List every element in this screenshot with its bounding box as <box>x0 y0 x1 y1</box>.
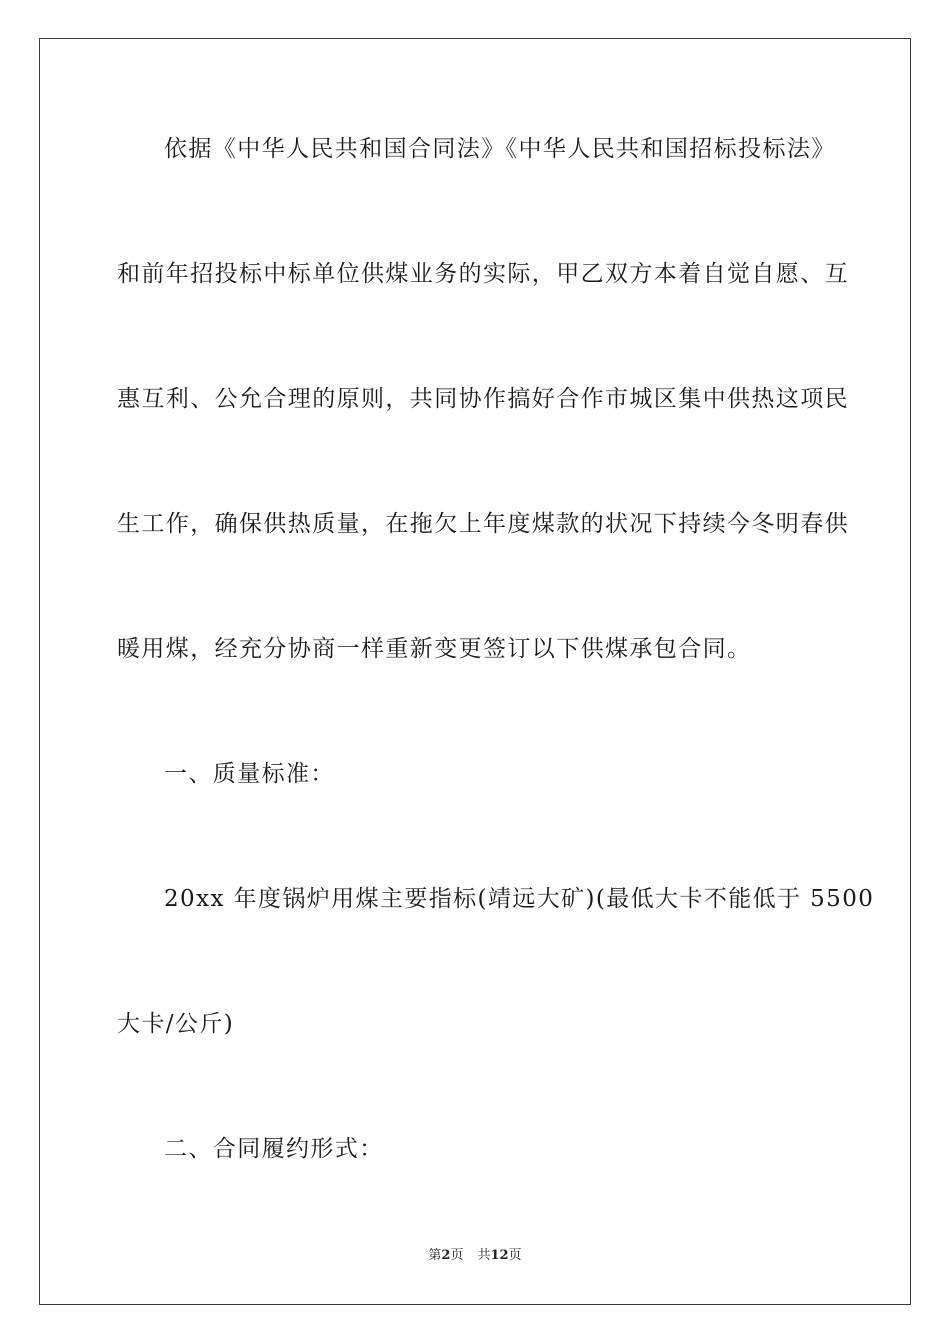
paragraph-line: 依据《中华人民共和国合同法》《中华人民共和国招标投标法》 <box>164 136 836 162</box>
paragraph-line: 20xx 年度锅炉用煤主要指标(靖远大矿)(最低大卡不能低于 5500 <box>164 886 875 912</box>
page-number: 2 <box>441 1248 451 1263</box>
page-label-prefix: 第 <box>428 1248 442 1263</box>
page-label-suffix: 页 <box>450 1248 464 1263</box>
total-pages: 12 <box>490 1248 509 1263</box>
page-footer <box>0 1247 950 1265</box>
section-heading: 一、质量标准： <box>164 761 335 787</box>
paragraph-line: 和前年招投标中标单位供煤业务的实际，甲乙双方本着自觉自愿、互 <box>117 261 849 287</box>
page-border <box>39 38 911 1305</box>
total-label-prefix: 共 <box>477 1248 491 1263</box>
section-heading: 二、合同履约形式： <box>164 1136 384 1162</box>
paragraph-line: 大卡/公斤) <box>117 1011 235 1037</box>
paragraph-line: 暖用煤，经充分协商一样重新变更签订以下供煤承包合同。 <box>117 636 752 662</box>
paragraph-line: 惠互利、公允合理的原则，共同协作搞好合作市城区集中供热这项民 <box>117 386 849 412</box>
total-label-suffix: 页 <box>508 1248 522 1263</box>
paragraph-line: 生工作，确保供热质量，在拖欠上年度煤款的状况下持续今冬明春供 <box>117 511 849 537</box>
